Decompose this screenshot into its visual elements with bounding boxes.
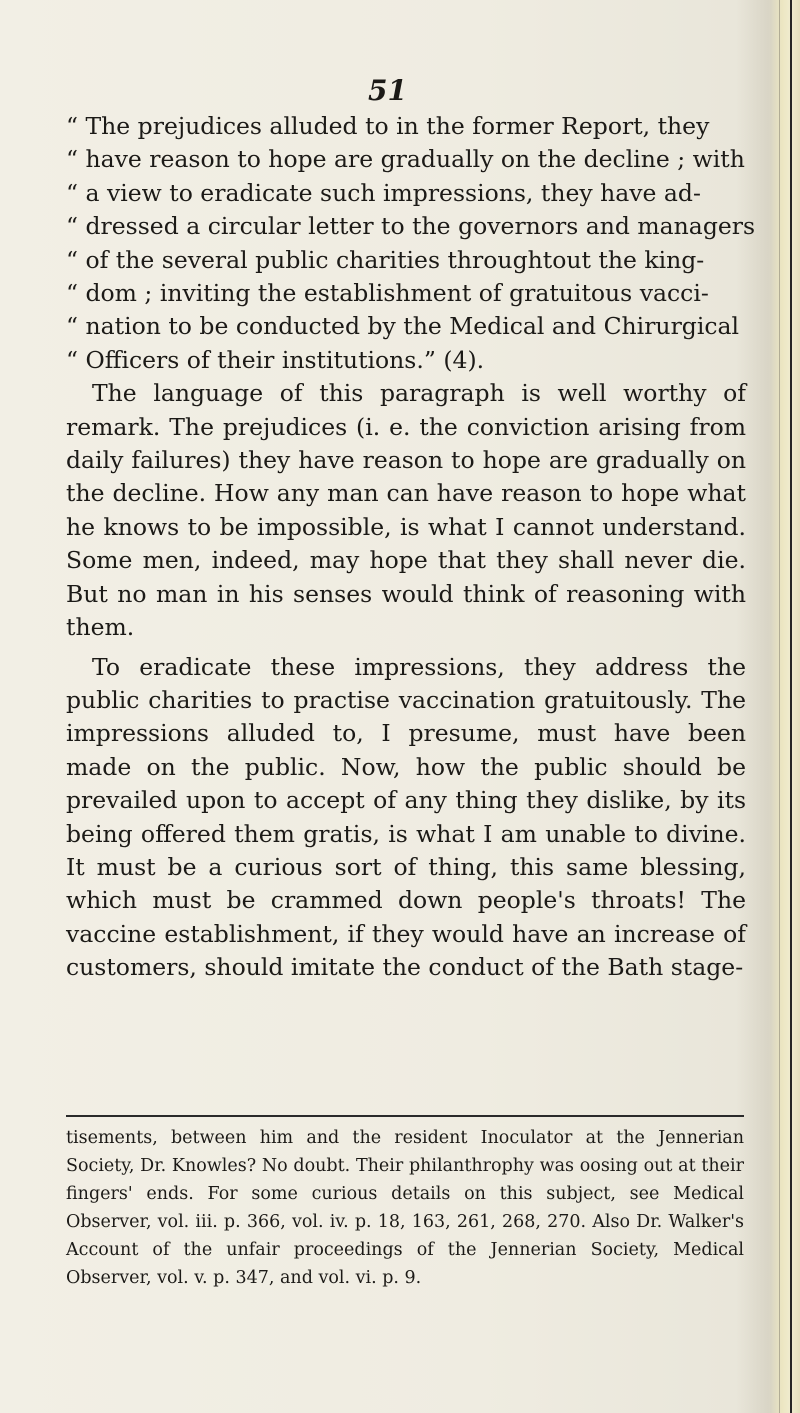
quote-line: “ Officers of their institutions.” (4). bbox=[66, 345, 485, 374]
quote-line: “ have reason to hope are gradually on the decline ; with bbox=[66, 145, 745, 174]
paragraph: To eradicate these impressions, they address the public charities to practise vaccination gratuitously. The impressions alluded to, I presume, must have been made on the public. Now, how the public should be prevailed upon to accept of any thing they dislike, by its being offered them gratis, is what I am unable to divine. It must be a curious sort of thing, this same blessing, which must be crammed down people's throats! The vaccine establishment, if they would have an increase of customers, should imitate the conduct of the Bath stage- bbox=[66, 652, 746, 982]
quote-line: “ of the several public charities throughtout the king- bbox=[66, 245, 705, 274]
paragraph: The language of this paragraph is well worthy of remark. The prejudices (i. e. the conviction arising from daily failures) they have reason to hope are gradually on the decline. How any man can have reason to hope what he knows to be impossible, is what I cannot understand. Some men, indeed, may hope that they shall never die. But no man in his senses would think of reasoning with them. bbox=[66, 379, 746, 642]
footnote-block bbox=[66, 1124, 744, 1292]
binding-line bbox=[790, 0, 792, 1413]
footnote-rule bbox=[66, 1115, 744, 1117]
quote-line: “ dom ; inviting the establishment of gratuitous vacci- bbox=[66, 279, 709, 308]
quote-line: “ a view to eradicate such impressions, they have ad- bbox=[66, 178, 701, 207]
page-edge bbox=[770, 0, 800, 1413]
quote-line: “ The prejudices alluded to in the former Report, they bbox=[66, 112, 710, 140]
quote-line: “ nation to be conducted by the Medical and Chirurgical bbox=[66, 312, 740, 341]
footnote: tisements, between him and the resident Inoculator at the Jennerian Society, Dr. Knowles? No doubt. Their philanthrophy was oosing out at their fingers' ends. For some curious details on this subject, see Medical Observer, vol. iii. p. 366, vol. iv. p. 18, 163, 261, 268, 270. Also Dr. Walker's Account of the unfair proceedings of the Jennerian Society, Medical Observer, vol. v. p. 347, and vol. vi. p. 9. bbox=[66, 1128, 744, 1288]
quote-line: “ dressed a circular letter to the governors and managers bbox=[66, 212, 756, 241]
binding-line-faint bbox=[779, 0, 780, 1413]
page-number: 51 bbox=[368, 74, 407, 107]
quotation-block bbox=[66, 110, 756, 377]
main-text bbox=[66, 110, 756, 985]
